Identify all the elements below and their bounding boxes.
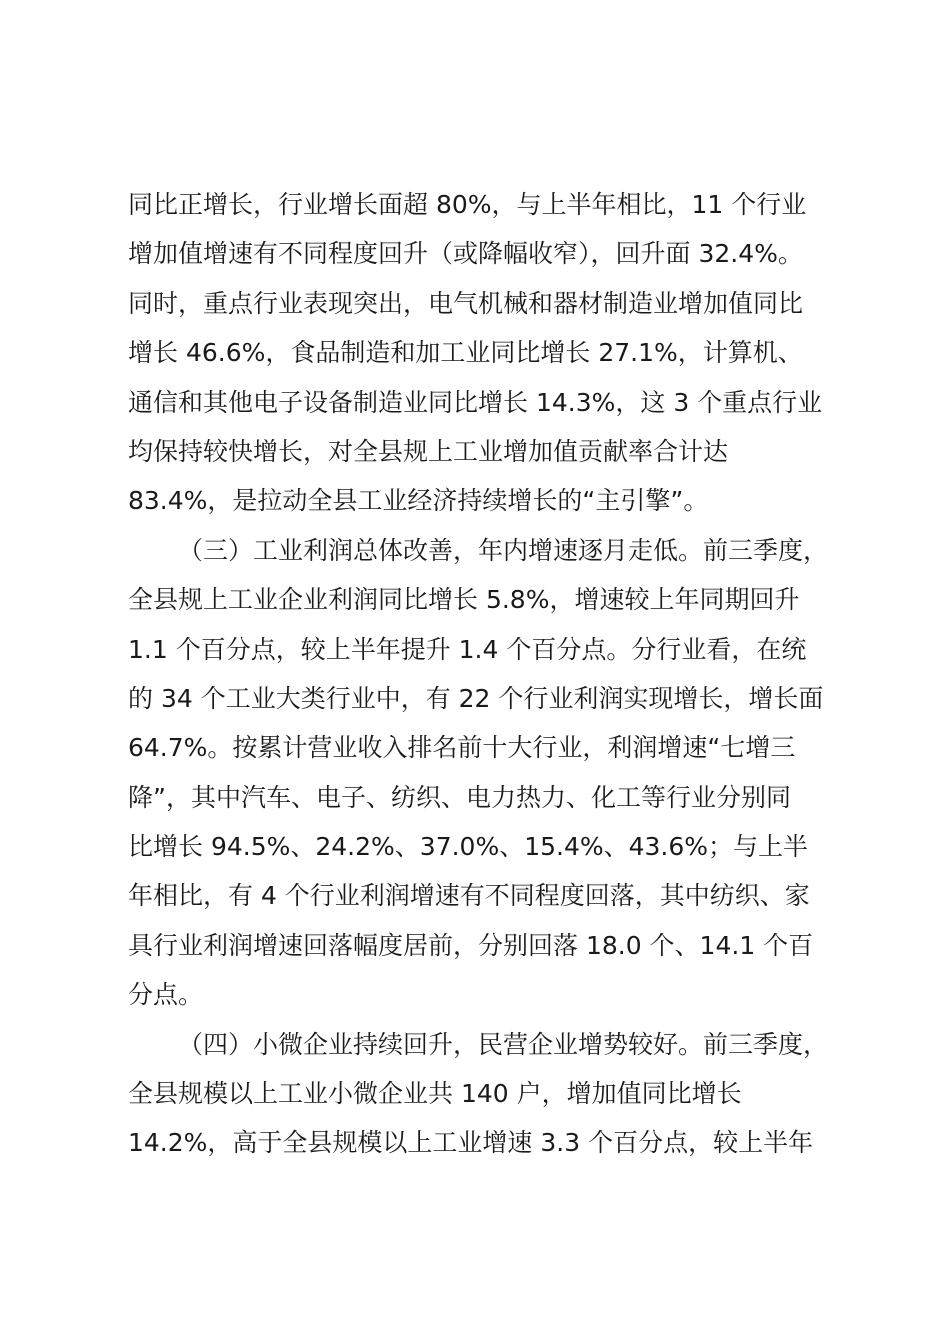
paragraph-small-micro-enterprises: [128, 1020, 848, 1168]
text-line: 比增长 94.5%、24.2%、37.0%、15.4%、43.6%；与上半: [128, 832, 809, 862]
text-line: 64.7%。按累计营业收入排名前十大行业，利润增速“七增三: [128, 733, 796, 763]
paragraph-industry-growth: [128, 180, 848, 526]
text-line: 14.2%，高于全县规模以上工业增速 3.3 个百分点，较上半年: [128, 1128, 814, 1158]
text-line: 均保持较快增长，对全县规上工业增加值贡献率合计达: [128, 436, 729, 466]
text-line: 83.4%，是拉动全县工业经济持续增长的“主引擎”。: [128, 486, 709, 516]
text-line: 具行业利润增速回落幅度居前，分别回落 18.0 个、14.1 个百: [128, 930, 814, 960]
text-line: 增加值增速有不同程度回升（或降幅收窄），回升面 32.4%。: [128, 239, 803, 269]
text-line: 全县规上工业企业利润同比增长 5.8%，增速较上年同期回升: [128, 585, 800, 615]
text-line: 全县规模以上工业小微企业共 140 户，增加值同比增长: [128, 1079, 742, 1109]
document-body: [128, 180, 848, 1168]
text-line: 分点。: [128, 980, 204, 1010]
text-line: 降”，其中汽车、电子、纺织、电力热力、化工等行业分别同: [128, 782, 791, 812]
text-line: 年相比，有 4 个行业利润增速有不同程度回落，其中纺织、家: [128, 881, 810, 911]
text-line: 的 34 个工业大类行业中，有 22 个行业利润实现增长，增长面: [128, 683, 824, 713]
section-heading-line: （三）工业利润总体改善，年内增速逐月走低。前三季度，: [178, 535, 829, 565]
text-line: 同比正增长，行业增长面超 80%，与上半年相比，11 个行业: [128, 190, 807, 219]
text-line: 1.1 个百分点，较上半年提升 1.4 个百分点。分行业看，在统: [128, 634, 807, 664]
text-line: 通信和其他电子设备制造业同比增长 14.3%，这 3 个重点行业: [128, 387, 823, 417]
section-heading-line: （四）小微企业持续回升，民营企业增势较好。前三季度，: [178, 1029, 829, 1059]
text-line: 增长 46.6%，食品制造和加工业同比增长 27.1%，计算机、: [128, 338, 803, 368]
paragraph-industrial-profit: [128, 526, 848, 1020]
text-line: 同时，重点行业表现突出，电气机械和器材制造业增加值同比: [128, 288, 804, 318]
